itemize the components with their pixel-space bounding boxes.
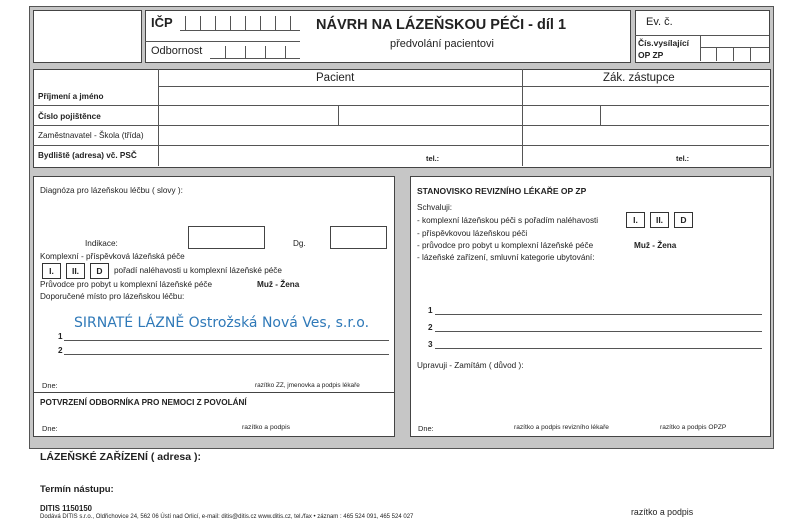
diagnosis-label: Diagnóza pro lázeňskou léčbu ( slovy ): (40, 186, 183, 195)
spa-stamp-text: SIRNATÉ LÁZNĚ Ostrožská Nová Ves, s.r.o. (74, 315, 370, 331)
left-stamp-sign-label: razítko ZZ, jmenovka a podpis lékaře (255, 382, 360, 389)
escort-value: Muž - Žena (257, 280, 300, 289)
revision-stamp-label: razítko a podpis revizního lékaře (514, 424, 609, 431)
left-priority-box-1[interactable]: I. (42, 263, 61, 279)
dg-label: Dg. (293, 239, 306, 248)
right-priority-box-3[interactable]: D (674, 212, 693, 228)
recommended-place-label: Doporučené místo pro lázeňskou léčbu: (40, 292, 185, 301)
escort-label: Průvodce pro pobyt u komplexní lázeňské péče (40, 280, 213, 289)
approve-item-2: - příspěvkovou lázeňskou péči (417, 229, 528, 238)
right-line-1-label: 1 (428, 306, 433, 315)
occupational-date-label: Dne: (42, 424, 58, 433)
right-date-label: Dne: (418, 424, 434, 433)
icp-label: IČP (151, 15, 173, 30)
patient-tel-label: tel.: (426, 154, 440, 163)
cis-label-2: OP ZP (638, 50, 664, 60)
priority-text: pořadí naléhavosti u komplexní lázeňské péče (114, 266, 282, 275)
row-insurance-number: Číslo pojištěnce (38, 112, 101, 121)
row-name: Příjmení a jméno (38, 92, 104, 101)
approve-item-1: - komplexní lázeňskou péči s pořadím naléhavosti (417, 216, 599, 225)
col-patient: Pacient (316, 72, 355, 84)
footer-stamp-label: razítko a podpis (631, 507, 694, 517)
cis-label-1: Čís.vysílající (638, 38, 690, 48)
occupational-title: POTVRZENÍ ODBORNÍKA PRO NEMOCI Z POVOLÁNÍ (40, 398, 247, 407)
indikace-label: Indikace: (85, 239, 118, 248)
dg-input[interactable] (330, 226, 387, 249)
left-priority-box-2[interactable]: II. (66, 263, 85, 279)
right-line-3-label: 3 (428, 340, 433, 349)
form-title: NÁVRH NA LÁZEŇSKOU PÉČI - díl 1 (316, 17, 567, 33)
right-priority-box-1[interactable]: I. (626, 212, 645, 228)
ev-label: Ev. č. (646, 16, 673, 28)
care-type-label: Komplexní - příspěvková lázeňská péče (40, 252, 185, 261)
approve-label: Schvaluji: (417, 203, 453, 212)
right-panel-title: STANOVISKO REVIZNÍHO LÉKAŘE OP ZP (417, 186, 587, 196)
reject-label: Upravuji - Zamítám ( důvod ): (417, 361, 524, 370)
row-address: Bydliště (adresa) vč. PSČ (38, 151, 137, 160)
employer-input[interactable] (160, 127, 520, 143)
left-date-label: Dne: (42, 381, 58, 390)
left-line-2-label: 2 (58, 346, 63, 355)
form-code: DITIS 1150150 (40, 504, 93, 513)
indikace-input[interactable] (188, 226, 265, 249)
form-subtitle: předvolání pacientovi (390, 38, 494, 50)
address-input[interactable] (160, 147, 420, 164)
publisher-info: Dodává DITIS s.r.o., Oldřichovice 24, 562 06 Ústí nad Orlicí, e-mail: ditis@ditis.cz www.ditis.cz, tel./fax • záznam : 465 524 091, 465 524 027 (40, 514, 414, 520)
right-priority-box-2[interactable]: II. (650, 212, 669, 228)
left-priority-box-3[interactable]: D (90, 263, 109, 279)
name-input[interactable] (160, 88, 520, 103)
start-date-label: Termín nástupu: (40, 484, 114, 495)
occupational-stamp-label: razítko a podpis (242, 424, 290, 431)
opzp-stamp-label: razítko a podpis OPZP (660, 424, 727, 431)
representative-tel-label: tel.: (676, 154, 690, 163)
left-line-1-label: 1 (58, 332, 63, 341)
facility-label: LÁZEŇSKÉ ZAŘÍZENÍ ( adresa ): (40, 451, 202, 463)
approve-item-3-value: Muž - Žena (634, 241, 677, 250)
header-left-box (33, 10, 142, 63)
approve-item-4: - lázeňské zařízení, smluvní kategorie ubytování: (417, 253, 595, 262)
right-line-2-label: 2 (428, 323, 433, 332)
approve-item-3: - průvodce pro pobyt u komplexní lázeňské péče (417, 241, 594, 250)
row-employer: Zaměstnavatel - Škola (třída) (38, 131, 144, 140)
insurance-number-input[interactable] (160, 107, 336, 123)
col-representative: Zák. zástupce (603, 72, 675, 84)
odbornost-label: Odbornost (151, 45, 203, 57)
